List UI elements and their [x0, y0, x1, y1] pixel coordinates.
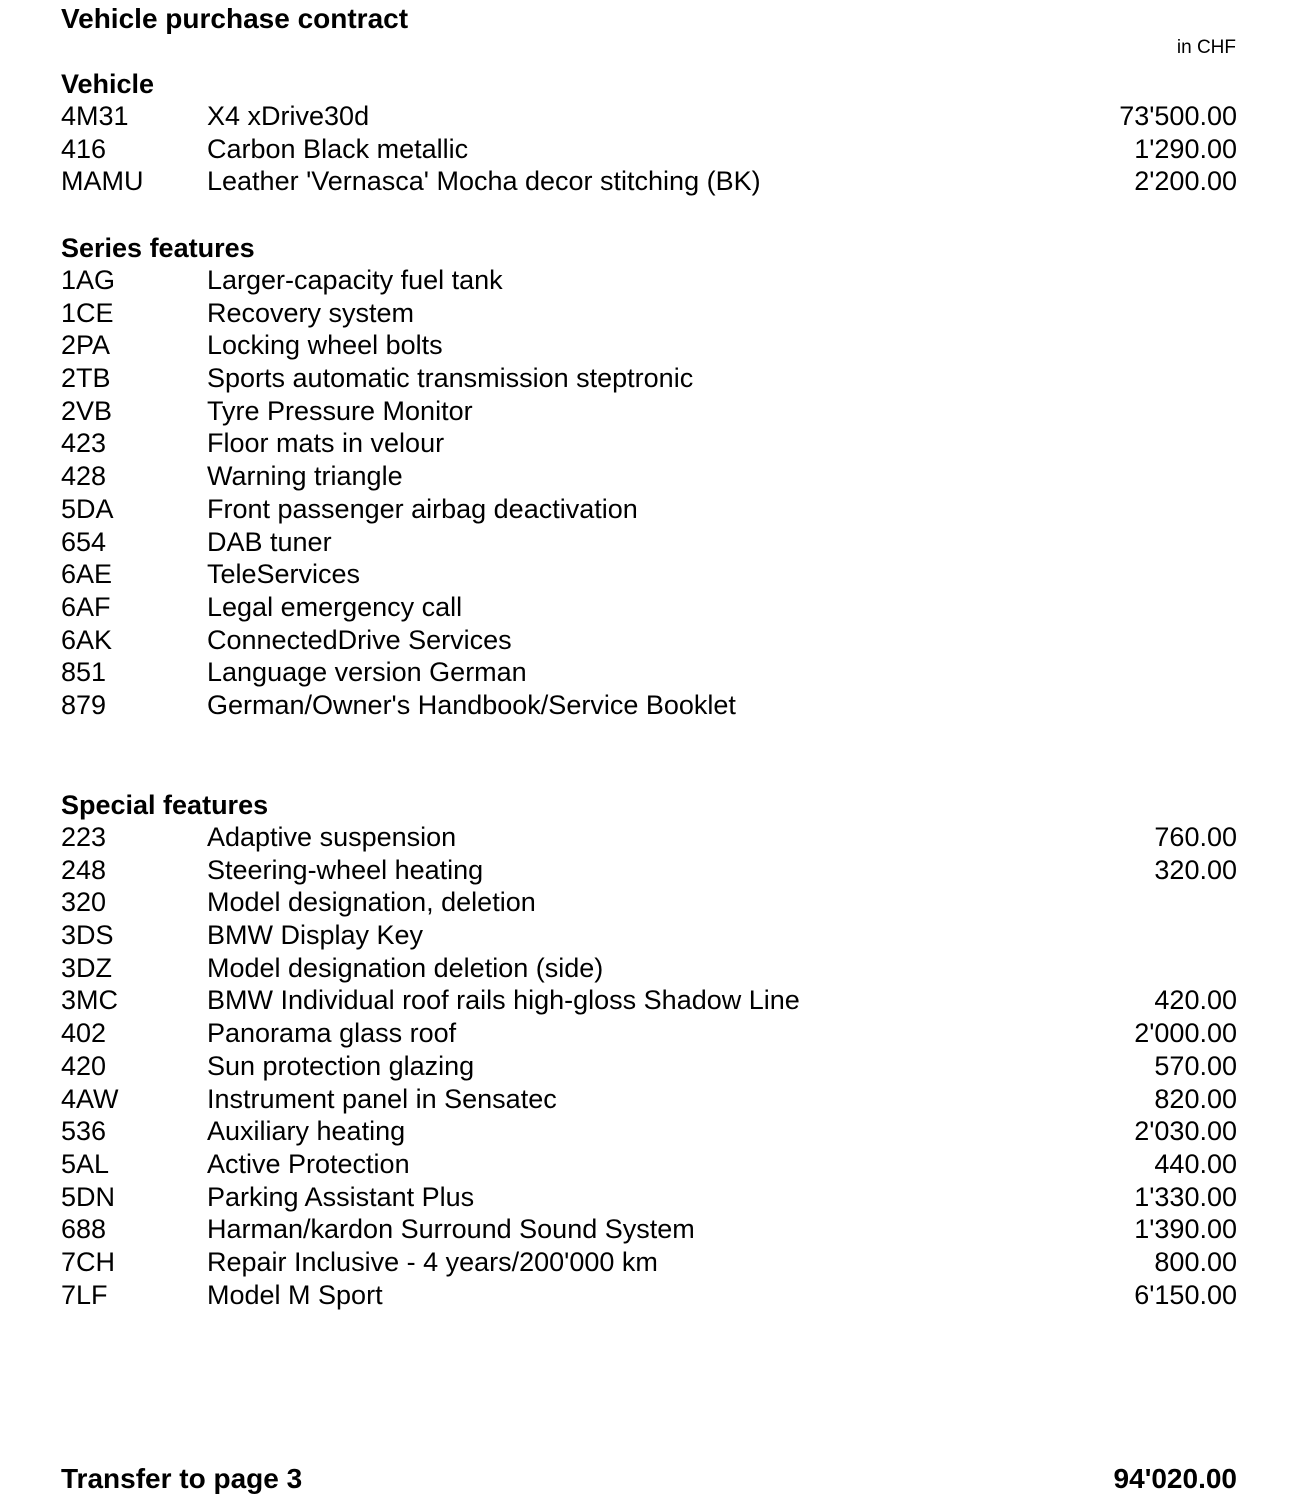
- item-code: 402: [61, 1018, 107, 1049]
- line-item: [61, 689, 1237, 722]
- item-code: 1AG: [61, 265, 116, 295]
- item-code: 654: [61, 526, 107, 557]
- item-code: 420: [61, 1050, 107, 1081]
- item-description: Model designation, deletion: [207, 887, 536, 918]
- line-item: [61, 460, 1237, 493]
- line-item: [61, 1213, 1237, 1246]
- series-features-heading: Series features: [61, 233, 255, 263]
- line-item: [61, 984, 1237, 1017]
- line-item: [61, 1181, 1237, 1214]
- item-code: 6AK: [61, 624, 113, 655]
- item-price: 440.00: [1154, 1148, 1237, 1179]
- item-description: Front passenger airbag deactivation: [207, 493, 638, 524]
- item-description: Steering-wheel heating: [207, 854, 484, 885]
- item-price: 1'290.00: [1134, 133, 1237, 164]
- line-item: [61, 558, 1237, 591]
- line-item: [61, 1050, 1237, 1083]
- item-description: Auxiliary heating: [207, 1116, 406, 1147]
- line-item: [61, 821, 1237, 854]
- item-code: 423: [61, 428, 107, 459]
- document-title: Vehicle purchase contract: [61, 3, 409, 34]
- item-price: 1'330.00: [1134, 1181, 1237, 1212]
- item-description: Instrument panel in Sensatec: [207, 1083, 557, 1114]
- item-code: 416: [61, 133, 107, 164]
- item-price: 73'500.00: [1119, 101, 1237, 131]
- item-description: Recovery system: [207, 297, 415, 328]
- line-item: [61, 362, 1237, 395]
- item-description: Model M Sport: [207, 1279, 383, 1310]
- item-code: 5DA: [61, 493, 114, 524]
- item-description: Model designation deletion (side): [207, 952, 604, 983]
- item-code: 223: [61, 822, 107, 852]
- item-code: 3DS: [61, 920, 114, 951]
- item-code: 4M31: [61, 101, 129, 131]
- line-item: [61, 656, 1237, 689]
- line-item: [61, 526, 1237, 559]
- item-code: 6AF: [61, 591, 111, 622]
- item-price: 2'000.00: [1134, 1018, 1237, 1049]
- item-description: X4 xDrive30d: [207, 101, 370, 131]
- line-item: [61, 100, 1237, 133]
- line-item: [61, 329, 1237, 362]
- line-item: [61, 264, 1237, 297]
- item-description: DAB tuner: [207, 526, 332, 557]
- item-code: 5AL: [61, 1148, 110, 1179]
- line-item: [61, 886, 1237, 919]
- line-item: [61, 952, 1237, 985]
- series-features-list: [61, 264, 1237, 722]
- line-item: [61, 427, 1237, 460]
- item-price: 6'150.00: [1134, 1279, 1237, 1310]
- item-code: 5DN: [61, 1181, 116, 1212]
- line-item: [61, 1246, 1237, 1279]
- item-code: 428: [61, 461, 107, 492]
- item-code: 7CH: [61, 1246, 116, 1277]
- item-description: Parking Assistant Plus: [207, 1181, 475, 1212]
- item-description: Carbon Black metallic: [207, 133, 469, 164]
- item-code: 536: [61, 1116, 107, 1147]
- item-code: 3DZ: [61, 952, 113, 983]
- item-description: Legal emergency call: [207, 591, 463, 622]
- item-code: 1CE: [61, 297, 114, 328]
- item-code: 248: [61, 854, 107, 885]
- item-code: 2TB: [61, 363, 111, 394]
- item-description: BMW Display Key: [207, 920, 424, 951]
- transfer-label: Transfer to page 3: [61, 1463, 303, 1494]
- item-code: 2PA: [61, 330, 111, 361]
- item-description: Locking wheel bolts: [207, 330, 443, 361]
- item-description: Sun protection glazing: [207, 1050, 475, 1081]
- line-item: [61, 919, 1237, 952]
- item-price: 2'030.00: [1134, 1116, 1237, 1147]
- item-description: Adaptive suspension: [207, 822, 457, 852]
- item-code: 3MC: [61, 985, 119, 1016]
- item-description: Language version German: [207, 657, 527, 688]
- item-code: 7LF: [61, 1279, 108, 1310]
- vehicle-list: [61, 100, 1237, 198]
- line-item: [61, 1279, 1237, 1312]
- item-description: Panorama glass roof: [207, 1018, 457, 1049]
- line-item: [61, 1115, 1237, 1148]
- line-item: [61, 1083, 1237, 1116]
- item-price: 820.00: [1154, 1083, 1237, 1114]
- special-features-list: [61, 821, 1237, 1311]
- line-item: [61, 1148, 1237, 1181]
- item-description: Larger-capacity fuel tank: [207, 265, 503, 295]
- item-description: Tyre Pressure Monitor: [207, 395, 473, 426]
- line-item: [61, 297, 1237, 330]
- item-price: 320.00: [1154, 854, 1237, 885]
- item-code: 879: [61, 689, 107, 720]
- item-code: 851: [61, 657, 107, 688]
- item-code: 2VB: [61, 395, 113, 426]
- item-price: 800.00: [1154, 1246, 1237, 1277]
- special-features-heading: Special features: [61, 790, 269, 820]
- item-description: ConnectedDrive Services: [207, 624, 512, 655]
- vehicle-heading: Vehicle: [61, 69, 155, 99]
- item-description: Harman/kardon Surround Sound System: [207, 1214, 695, 1245]
- item-description: Sports automatic transmission steptronic: [207, 363, 694, 394]
- item-price: 570.00: [1154, 1050, 1237, 1081]
- item-code: 4AW: [61, 1083, 119, 1114]
- line-item: [61, 1017, 1237, 1050]
- item-code: 320: [61, 887, 107, 918]
- item-description: TeleServices: [207, 559, 361, 590]
- item-description: Leather 'Vernasca' Mocha decor stitching (BK): [207, 166, 761, 197]
- item-code: MAMU: [61, 166, 144, 197]
- special-features-section: [61, 789, 1237, 1311]
- line-item: [61, 591, 1237, 624]
- transfer-line: [61, 1462, 1237, 1496]
- item-description: German/Owner's Handbook/Service Booklet: [207, 689, 736, 720]
- line-item: [61, 133, 1237, 166]
- item-description: Floor mats in velour: [207, 428, 445, 459]
- line-item: [61, 854, 1237, 887]
- item-price: 420.00: [1154, 985, 1237, 1016]
- vehicle-section: [61, 68, 1237, 198]
- item-code: 688: [61, 1214, 107, 1245]
- item-description: BMW Individual roof rails high-gloss Shadow Line: [207, 985, 800, 1016]
- item-price: 760.00: [1154, 822, 1237, 852]
- item-price: 2'200.00: [1134, 166, 1237, 197]
- line-item: [61, 395, 1237, 428]
- item-code: 6AE: [61, 559, 113, 590]
- item-description: Repair Inclusive - 4 years/200'000 km: [207, 1246, 658, 1277]
- transfer-total: 94'020.00: [1113, 1463, 1237, 1494]
- currency-note: in CHF: [1176, 37, 1236, 58]
- item-description: Active Protection: [207, 1148, 410, 1179]
- series-features-section: [61, 232, 1237, 722]
- item-price: 1'390.00: [1134, 1214, 1237, 1245]
- item-description: Warning triangle: [207, 461, 403, 492]
- line-item: [61, 165, 1237, 198]
- line-item: [61, 624, 1237, 657]
- line-item: [61, 493, 1237, 526]
